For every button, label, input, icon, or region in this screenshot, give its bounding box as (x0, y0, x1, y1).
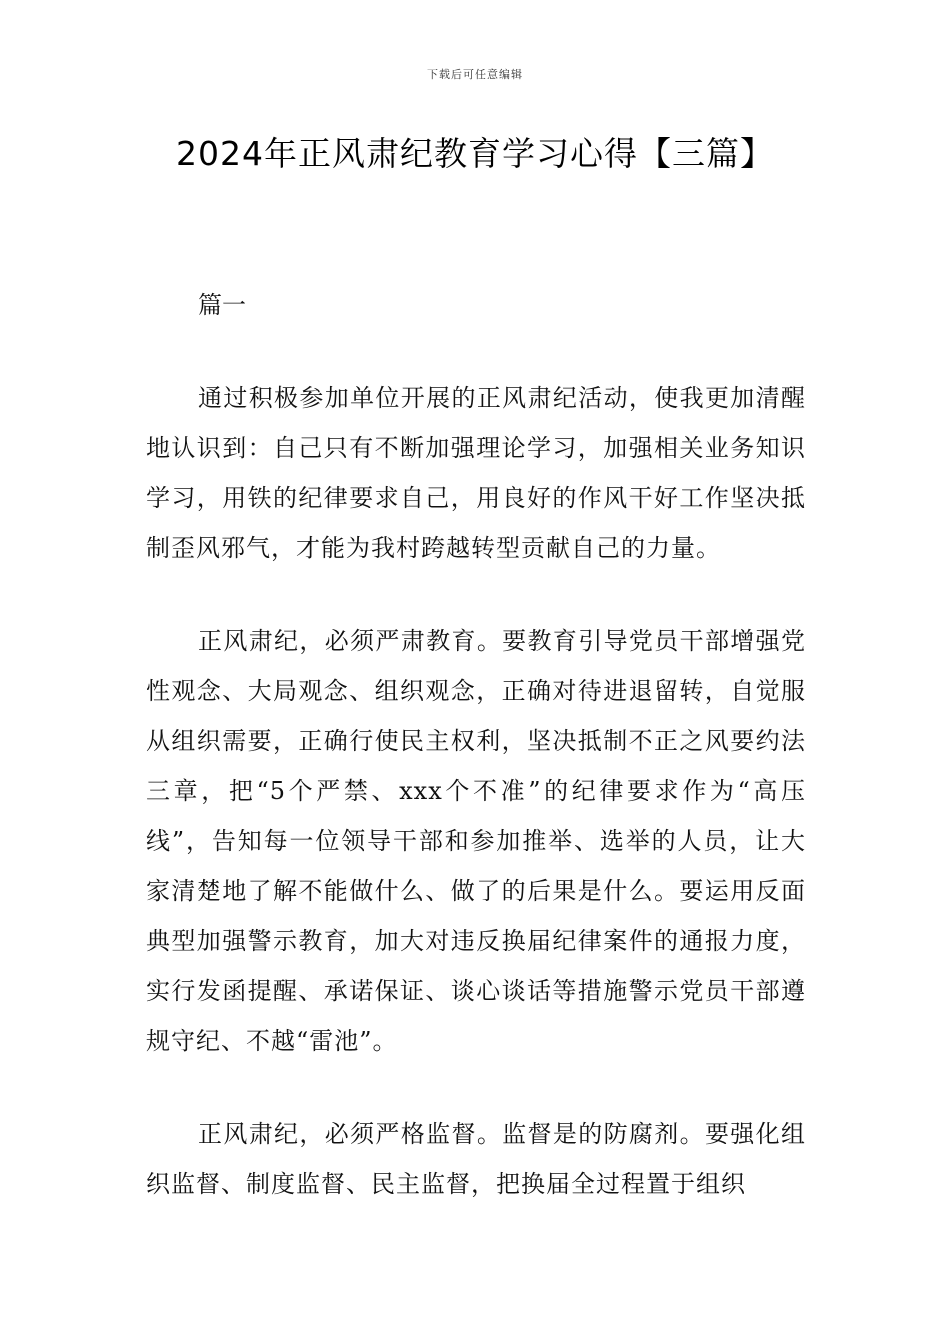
header-note: 下载后可任意编辑 (427, 68, 523, 81)
document-body (146, 280, 806, 1252)
paragraph-1: 通过积极参加单位开展的正风肃纪活动，使我更加清醒地认识到：自己只有不断加强理论学习，加强相关业务知识学习，用铁的纪律要求自己，用良好的作风干好工作坚决抵制歪风邪气，才能为我村跨越转型贡献自己的力量。 (146, 384, 806, 562)
section-heading: 篇一 (198, 291, 246, 319)
document-title: 2024年正风肃纪教育学习心得【三篇】 (176, 134, 774, 173)
paragraph-2: 正风肃纪，必须严肃教育。要教育引导党员干部增强党性观念、大局观念、组织观念，正确对待进退留转，自觉服从组织需要，正确行使民主权利，坚决抵制不正之风要约法三章，把“5个严禁、xxx个不准”的纪律要求作为“高压线”，告知每一位领导干部和参加推举、选举的人员，让大家清楚地了解不能做什么、做了的后果是什么。要运用反面典型加强警示教育，加大对违反换届纪律案件的通报力度，实行发函提醒、承诺保证、谈心谈话等措施警示党员干部遵规守纪、不越“雷池”。 (146, 627, 806, 1055)
paragraph-3: 正风肃纪，必须严格监督。监督是的防腐剂。要强化组织监督、制度监督、民主监督，把换届全过程置于组织 (146, 1120, 806, 1198)
